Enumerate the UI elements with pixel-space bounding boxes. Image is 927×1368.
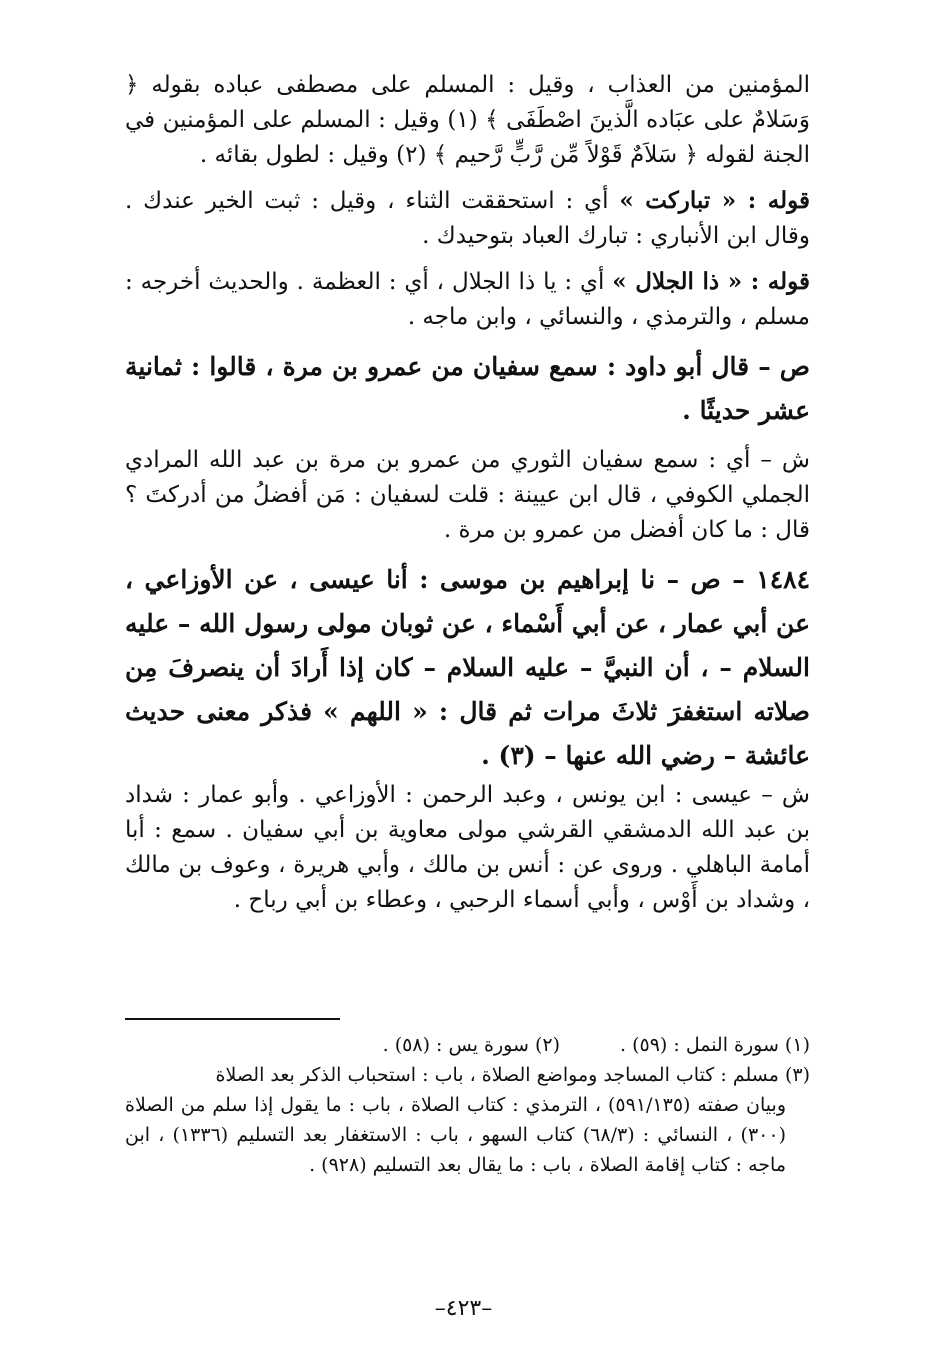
term-dhal-jalal: قوله : « ذا الجلال »: [612, 268, 810, 295]
footnote-3-continuation: وبيان صفته (٥٩١/١٣٥) ، الترمذي : كتاب الصلاة ، باب : ما يقول إذا سلم من الصلاة (٣٠٠) ، النسائي : (٦٨/٣) كتاب السهو ، باب : الاستغفار بعد التسليم (١٣٣٦) ، ابن ماجه : كتاب إقامة الصلاة ، باب : ما يقال بعد التسليم (٩٢٨) .: [125, 1094, 786, 1176]
footnote-1: (١) سورة النمل : (٥٩) .: [620, 1034, 810, 1056]
paragraph-dhal-jalal-text: أي : يا ذا الجلال ، أي : العظمة . والحديث أخرجه : مسلم ، والترمذي ، والنسائي ، وابن ماجه .: [125, 269, 810, 330]
text-abu-dawud-note: ص – قال أبو داود : سمع سفيان من عمرو بن مرة ، قالوا : ثمانية عشر حديثًا .: [125, 352, 810, 425]
paragraph-tabarakta-text: أي : استحققت الثناء ، وقيل : ثبت الخير عندك . وقال ابن الأنباري : تبارك العباد بتوحيدك .: [125, 188, 810, 249]
paragraph-dhal-jalal: [125, 264, 810, 335]
footnote-separator: [125, 1018, 340, 1020]
footnote-2: (٢) سورة يس : (٥٨) .: [382, 1034, 560, 1056]
paragraph-tabarakta: [125, 183, 810, 254]
page-number: –٤٢٣–: [434, 1296, 493, 1321]
paragraph-salam-meaning: المؤمنين من العذاب ، وقيل : المسلم على مصطفى عباده بقوله ﴿ وَسَلامٌ على عبَاده الَّذينَ اصْطَفَى ﴾ (١) وقيل : المسلم على المؤمنين في الجنة لقوله ﴿ سَلاَمٌ قَوْلاً مِّن رَّبٍّ رَّحيم ﴾ (٢) وقيل : لطول بقائه .: [125, 72, 810, 168]
footnotes-row-1: [125, 1030, 810, 1060]
term-tabarakta: قوله : « تباركت »: [619, 187, 810, 214]
footnotes: [125, 1030, 810, 1180]
hadith-1484: ١٤٨٤ – ص – نا إبراهيم بن موسى : أنا عيسى ، عن الأوزاعي ، عن أبي عمار ، عن أبي أَسْماء ، عن ثوبان مولى رسول الله – عليه السلام – ، أن النبيَّ – عليه السلام – كان إذا أَرادَ أن ينصرفَ مِن صلاته استغفرَ ثلاثَ مرات ثم قال : « اللهم » فذكر معنى حديث عائشة – رضي الله عنها – (٣) .: [125, 565, 810, 770]
footnote-3-first-line: (٣) مسلم : كتاب المساجد ومواضع الصلاة ، باب : استحباب الذكر بعد الصلاة: [215, 1064, 810, 1086]
footnote-3: [125, 1060, 810, 1180]
paragraph-narrators-commentary: ش – عيسى : ابن يونس ، وعبد الرحمن : الأوزاعي . وأبو عمار : شداد بن عبد الله الدمشقي القرشي مولى معاوية بن أبي سفيان . سمع : أبا أمامة الباهلي . وروى عن : أنس بن مالك ، وأبي هريرة ، وعوف بن مالك ، وشداد بن أَوْس ، وأبي أسماء الرحبي ، وعطاء بن أبي رباح .: [125, 782, 810, 913]
paragraph-sufyan-commentary: ش – أي : سمع سفيان الثوري من عمرو بن مرة بن عبد الله المرادي الجملي الكوفي ، قال ابن عيينة : قلت لسفيان : مَن أفضلُ من أدركتَ ؟ قال : ما كان أفضل من عمرو بن مرة .: [125, 447, 810, 543]
